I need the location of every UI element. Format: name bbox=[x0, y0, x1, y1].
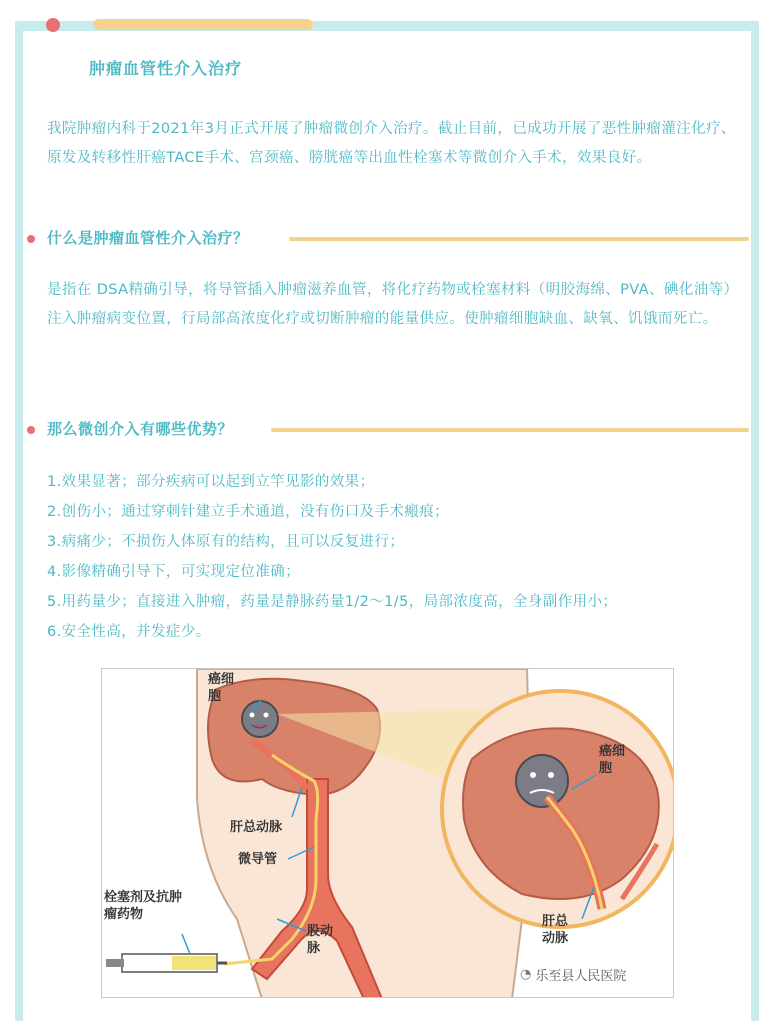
page-title: 肿瘤血管性介入治疗 bbox=[89, 59, 243, 78]
list-item: 2.创伤小；通过穿刺针建立手术通道，没有伤口及手术瘢痕； bbox=[47, 504, 450, 520]
tumor-zoom-icon bbox=[516, 755, 568, 807]
wechat-icon: ◔ bbox=[520, 967, 532, 982]
intro-paragraph: 我院肿瘤内科于2021年3月正式开展了肿瘤微创介入治疗。截止目前，已成功开展了恶性肿瘤灌注化疗、原发及转移性肝癌TACE手术、宫颈癌、膀胱癌等出血性栓塞术等微创介入手术，效果良好。 bbox=[47, 121, 736, 166]
pointer-line bbox=[182, 934, 190, 954]
list-item: 5.用药量少；直接进入肿瘤，药量是静脉药量1/2～1/5，局部浓度高，全身副作用小； bbox=[47, 594, 618, 610]
syringe-plunger bbox=[106, 959, 124, 967]
tumor-eye bbox=[530, 772, 536, 778]
bullet-dot bbox=[27, 426, 35, 434]
illustration-figure bbox=[101, 668, 674, 998]
section-heading-text: 什么是肿瘤血管性介入治疗？ bbox=[47, 229, 249, 247]
heading-divider bbox=[289, 237, 749, 241]
definition-paragraph: 是指在 DSA精确引导，将导管插入肿瘤滋养血管，将化疗药物或栓塞材料（明胶海绵、PVA、碘化油等）注入肿瘤病变位置，行局部高浓度化疗或切断肿瘤的能量供应。使肿瘤细胞缺血、缺氧、饥饿而死亡。 bbox=[47, 282, 739, 327]
decorative-bar bbox=[93, 19, 313, 30]
list-item: 6.安全性高，并发症少。 bbox=[47, 624, 211, 640]
watermark-text: 乐至县人民医院 bbox=[535, 969, 627, 984]
watermark bbox=[520, 965, 626, 984]
tumor-eye bbox=[548, 772, 554, 778]
label-cancer-cell-zoom: 癌细胞 bbox=[599, 744, 626, 776]
section-heading-what bbox=[27, 227, 749, 251]
heading-divider bbox=[271, 428, 749, 432]
decorative-dot bbox=[46, 18, 60, 32]
tumor-cell-icon bbox=[242, 701, 278, 737]
label-hepatic-artery: 肝总动脉 bbox=[230, 820, 283, 835]
bullet-dot bbox=[27, 235, 35, 243]
tumor-eye bbox=[250, 713, 255, 718]
label-femoral-artery: 股动脉 bbox=[307, 924, 334, 956]
section-heading-text: 那么微创介入有哪些优势？ bbox=[47, 420, 234, 438]
label-hepatic-artery-zoom: 肝总动脉 bbox=[542, 914, 569, 946]
list-item: 4.影像精确引导下，可实现定位准确； bbox=[47, 564, 301, 580]
advantages-list bbox=[47, 467, 747, 647]
tumor-eye bbox=[264, 713, 269, 718]
list-item: 1.效果显著；部分疾病可以起到立竿见影的效果； bbox=[47, 474, 375, 490]
section-heading-advantages bbox=[27, 418, 749, 442]
label-cancer-cell: 癌细胞 bbox=[208, 672, 235, 704]
list-item: 3.病痛少；不损伤人体原有的结构，且可以反复进行； bbox=[47, 534, 405, 550]
tace-illustration bbox=[102, 669, 674, 998]
label-embolic-agent: 栓塞剂及抗肿瘤药物 bbox=[104, 890, 183, 922]
label-microcatheter: 微导管 bbox=[238, 852, 278, 867]
syringe-fluid bbox=[172, 956, 216, 970]
